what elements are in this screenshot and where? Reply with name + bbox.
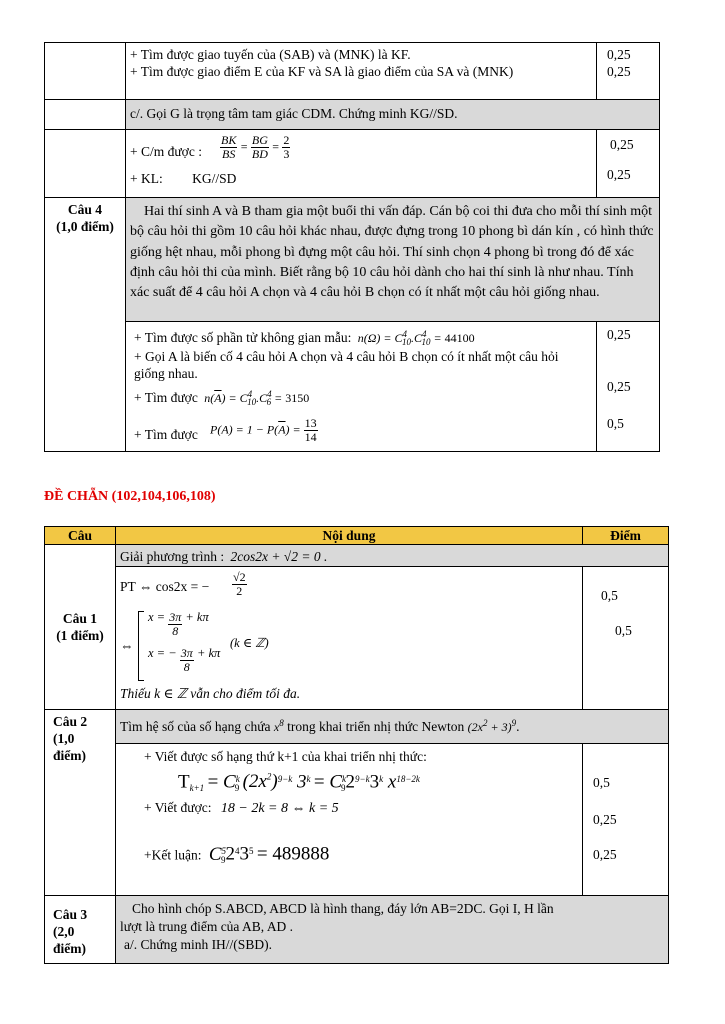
root-line-1: x = $\frac{3\pi}{8}$ + kπ	[148, 610, 209, 638]
problem-text: Tìm hệ số của số hạng chứa	[120, 719, 271, 734]
conclusion-line	[130, 170, 592, 187]
problem-statement	[126, 198, 660, 322]
fraction-numerator: BG	[251, 133, 268, 147]
sub-problem-row	[126, 100, 660, 130]
solution-line	[120, 571, 578, 609]
question-points: (2,0	[53, 924, 75, 939]
answer-table-top	[44, 42, 660, 452]
points-value: 0,25	[593, 847, 617, 862]
fraction-numerator: BK	[221, 133, 237, 147]
problem-statement	[116, 545, 669, 567]
problem-text: lượt là trung điểm của AB, AD .	[120, 919, 294, 934]
question-label-cell	[45, 545, 116, 710]
points-value: 0,25	[610, 137, 634, 152]
solution-line	[144, 799, 578, 817]
binomial-expression: $(2x^2 + 3)^9$	[467, 718, 517, 734]
k-equation: 18 − 2k = 8 ⇔ k = 5	[220, 801, 339, 816]
question-number: Câu 1	[62, 611, 98, 626]
fraction-numerator: 2	[283, 133, 290, 147]
points-cell	[597, 130, 660, 198]
question-number: Câu 4	[67, 202, 103, 217]
points-value: 0,25	[607, 64, 631, 79]
ratio-equation: $\frac{BK}{BS}$ = $\frac{BG}{BD}$ = $\frac{2}{3}$	[221, 133, 290, 161]
points-cell	[597, 322, 660, 452]
solution-text: + Tìm được	[134, 390, 198, 405]
solution-cell	[116, 744, 583, 896]
points-value: 0,25	[607, 379, 631, 394]
solution-text: + Tìm được số phần tử không gian mẫu:	[134, 330, 352, 345]
header-question: Câu	[45, 527, 116, 545]
solution-cell	[126, 322, 597, 452]
solution-cell	[126, 130, 597, 198]
solution-cell	[126, 43, 597, 100]
problem-text: Hai thí sinh A và B tham gia một buổi thi vấn đáp. Cán bộ coi thi đưa cho mỗi thí sinh một bộ câu hỏi thi gồm 10 câu hỏi khác nhau, được đựng trong 10 phong bì dán kín , có hình thức giống hệt nhau, mỗi phong bì đựng một câu hỏi. Thí sinh chọn 4 phong bì trong đó để xác định câu hỏi thi của mình. Biết rằng bộ 10 câu hỏi dành cho hai thí sinh là như nhau. Tính xác suất để 4 câu hỏi A chọn và 4 câu hỏi B chọn có ít nhất một câu hỏi giống nhau.	[130, 204, 654, 301]
solution-text: + Gọi A là biến cố 4 câu hỏi A chọn và 4 câu hỏi B chọn có ít nhất một câu hỏi giống nhau.	[134, 349, 559, 381]
fraction-denominator: 3	[283, 147, 290, 161]
problem-text: trong khai triển nhị thức Newton	[287, 719, 465, 734]
problem-equation: 2cos2x + √2 = 0 .	[230, 549, 328, 564]
points-value: 0,5	[607, 416, 624, 431]
k-integer-condition: (k ∈ ℤ)	[230, 636, 269, 650]
complement-count-formula: $n(\overline{A}) = C^4_{10}.C^4_6 = 3150$	[204, 389, 310, 408]
fraction-numerator: 13	[304, 416, 317, 431]
question-label-cell	[45, 896, 116, 964]
solution-system	[120, 609, 578, 683]
points-value: 0,25	[607, 47, 631, 62]
solution-line: + Tìm được giao tuyến của (SAB) và (MNK) là KF.	[130, 47, 411, 62]
answer-table-even	[44, 526, 669, 964]
sub-problem-text: c/. Gọi G là trọng tâm tam giác CDM. Chứng minh KG//SD.	[130, 106, 458, 121]
solution-line	[134, 326, 592, 348]
fraction-denominator: BD	[251, 147, 268, 161]
power-term: $x^8$	[273, 718, 284, 734]
root-line-2: x = − $\frac{3\pi}{8}$ + kπ	[148, 646, 221, 674]
header-points: Điểm	[583, 527, 669, 545]
question-number: Câu 2	[53, 714, 88, 729]
solution-text: + Viết được số hạng thứ k+1 của khai triển nhị thức:	[144, 749, 427, 764]
grading-note: Thiếu k ∈ ℤ vẫn cho điểm tối đa.	[120, 686, 301, 701]
header-content: Nội dung	[116, 527, 583, 545]
points-value: 0,5	[593, 775, 610, 790]
empty-question-cell	[45, 130, 126, 198]
points-cell	[583, 744, 669, 896]
solution-text: + Viết được:	[144, 800, 212, 815]
solution-text: +Kết luận:	[144, 847, 202, 863]
points-cell	[597, 43, 660, 100]
fraction-numerator: √2	[233, 570, 246, 584]
solution-text: + Tìm được	[134, 427, 198, 443]
points-value: 0,25	[607, 167, 631, 182]
question-points: (1,0 điểm)	[56, 219, 114, 234]
fraction-denominator: BS	[222, 147, 236, 161]
problem-statement: Tìm hệ số của số hạng chứa $x^8$ trong khai triển nhị thức Newton $(2x^2 + 3)^9$.	[116, 710, 669, 744]
points-value: 0,5	[601, 588, 618, 603]
question-number: Câu 3	[53, 907, 88, 922]
solution-line	[134, 417, 592, 451]
empty-question-cell	[45, 43, 126, 100]
question-points: (1 điểm)	[56, 628, 104, 643]
formula-value: 3150	[285, 391, 310, 405]
ratio-line	[130, 134, 592, 170]
general-term-formula: $T_{k+1} = C^k_9$ $(2x^2)^{9-k}$ $3^k = C^k_92^{9-k}3^k$ $x^{18-2k}$	[178, 771, 420, 794]
question-label-cell	[45, 710, 116, 896]
probability-formula: $P(A) = 1 - P(\overline{A})$ = $\frac{13}{14}$	[210, 416, 317, 445]
points-value: 0,25	[593, 812, 617, 827]
question-points: điểm)	[53, 748, 86, 763]
solution-text: + KL:	[130, 171, 163, 186]
system-bracket	[138, 611, 144, 681]
points-value: 0,25	[607, 327, 631, 342]
solution-line: + Tìm được giao điểm E của KF và SA là giao điểm của SA và (MNK)	[130, 64, 514, 79]
problem-text: Cho hình chóp S.ABCD, ABCD là hình thang, đáy lớn AB=2DC. Gọi I, H lần	[132, 901, 554, 916]
problem-text: Giải phương trình :	[120, 549, 225, 564]
equivalence-arrow: ⇔	[120, 638, 134, 653]
solution-line: +Kết luận: $C^5_92^43^5 = 489888$	[144, 843, 330, 866]
fraction-denominator: 14	[304, 430, 317, 445]
formula-value: 44100	[444, 331, 475, 345]
problem-statement	[116, 896, 669, 964]
points-value: 0,5	[615, 623, 632, 638]
section-title: ĐỀ CHẴN (102,104,106,108)	[44, 489, 216, 504]
solution-cell	[116, 567, 583, 710]
problem-text: a/. Chứng minh IH//(SBD).	[124, 937, 272, 952]
question-points: (1,0	[53, 731, 75, 746]
points-cell	[583, 567, 669, 710]
solution-text: PT ⇔ cos2x = −	[120, 579, 210, 594]
solution-text: KG//SD	[192, 171, 237, 186]
empty-question-cell	[45, 100, 126, 130]
question-label-cell	[45, 198, 126, 452]
solution-text: + C/m được :	[130, 144, 202, 159]
fraction-denominator: 2	[236, 584, 243, 598]
sample-space-formula: $n(\Omega) = C^4_{10}.C^4_{10} = 44100$	[357, 329, 475, 348]
question-points: điểm)	[53, 941, 86, 956]
solution-line	[134, 386, 592, 411]
final-coefficient: = 489888	[256, 843, 330, 865]
